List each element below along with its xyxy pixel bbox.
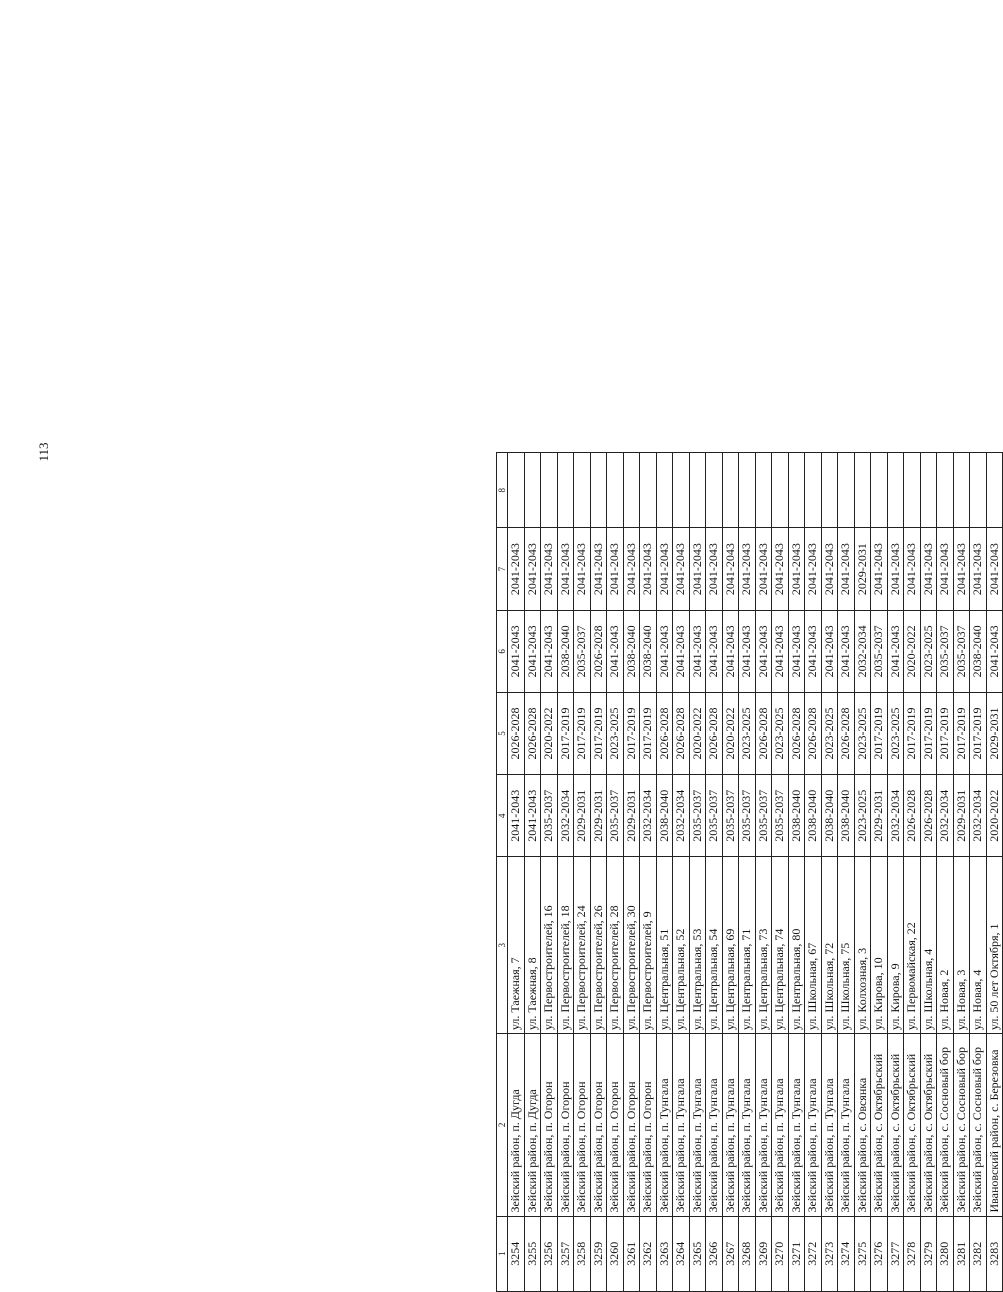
table-cell: 2032-2034 (854, 610, 871, 692)
table-cell: Зейский район, с. Октябрьский (871, 1034, 888, 1216)
table-cell: ул. Первостроителей, 30 (623, 857, 640, 1034)
table-cell: 2035-2037 (541, 775, 558, 857)
table-cell: 2041-2043 (887, 528, 904, 610)
table-cell: Зейский район, п. Огорон (541, 1034, 558, 1216)
table-row (937, 453, 954, 1292)
table-row (640, 453, 657, 1292)
table-row (904, 453, 921, 1292)
table-cell: 3257 (557, 1216, 574, 1291)
table-cell: 2041-2043 (755, 528, 772, 610)
table-cell (706, 453, 723, 529)
table-cell (838, 453, 855, 529)
table-cell: 2041-2043 (920, 528, 937, 610)
table-row (574, 453, 591, 1292)
table-cell: 2041-2043 (508, 528, 525, 610)
table-cell: 2026-2028 (656, 692, 673, 774)
table-cell: 2038-2040 (970, 610, 987, 692)
table-cell: 3281 (953, 1216, 970, 1291)
table-cell: 2035-2037 (937, 610, 954, 692)
table-cell: 2041-2043 (607, 528, 624, 610)
table-cell: Зейский район, п. Тунгала (706, 1034, 723, 1216)
table-cell: ул. Кирова, 9 (887, 857, 904, 1034)
table-cell (970, 453, 987, 529)
table-cell (656, 453, 673, 529)
table-cell: 2029-2031 (574, 775, 591, 857)
table-cell: 2038-2040 (640, 610, 657, 692)
table-cell: 3259 (590, 1216, 607, 1291)
table-cell: 2041-2043 (656, 528, 673, 610)
table-cell: 2035-2037 (574, 610, 591, 692)
table-cell (607, 453, 624, 529)
table-row (706, 453, 723, 1292)
table-cell: 3263 (656, 1216, 673, 1291)
table-cell (673, 453, 690, 529)
table-cell: 2029-2031 (623, 775, 640, 857)
table-cell: ул. Колхозная, 3 (854, 857, 871, 1034)
table-cell: 2041-2043 (508, 775, 525, 857)
table-cell: 3269 (755, 1216, 772, 1291)
table-cell: 2017-2019 (557, 692, 574, 774)
table-cell: 2023-2025 (607, 692, 624, 774)
table-cell: 2020-2022 (541, 692, 558, 774)
table-cell: 2017-2019 (970, 692, 987, 774)
table-row (689, 453, 706, 1292)
table-cell: Зейский район, с. Октябрьский (920, 1034, 937, 1216)
table-cell: ул. 50 лет Октября, 1 (986, 857, 1003, 1034)
table-row (970, 453, 987, 1292)
table-cell: Зейский район, п. Тунгала (755, 1034, 772, 1216)
header-cell: 2 (497, 1034, 508, 1216)
table-row (788, 453, 805, 1292)
table-cell: 3260 (607, 1216, 624, 1291)
table-cell (821, 453, 838, 529)
header-row (497, 453, 508, 1292)
table-cell: Зейский район, с. Сосновый бор (937, 1034, 954, 1216)
table-cell: 2026-2028 (838, 692, 855, 774)
table-cell: 2035-2037 (772, 775, 789, 857)
header-cell: 3 (497, 857, 508, 1034)
table-cell: 2023-2025 (854, 775, 871, 857)
table-cell (772, 453, 789, 529)
table-cell: 2041-2043 (788, 610, 805, 692)
table-cell (920, 453, 937, 529)
table-cell: Ивановский район, с. Березовка (986, 1034, 1003, 1216)
table-cell: Зейский район, п. Огорон (607, 1034, 624, 1216)
table-cell (623, 453, 640, 529)
table-cell: 2017-2019 (871, 692, 888, 774)
table-cell: Зейский район, п. Тунгала (689, 1034, 706, 1216)
table-row (524, 453, 541, 1292)
header-cell: 5 (497, 692, 508, 774)
table-row (623, 453, 640, 1292)
table-cell: Зейский район, п. Дугда (508, 1034, 525, 1216)
table-cell: 2017-2019 (937, 692, 954, 774)
table-cell: 2041-2043 (755, 610, 772, 692)
table-row (739, 453, 756, 1292)
table-row (887, 453, 904, 1292)
table-cell: 2041-2043 (986, 610, 1003, 692)
table-cell: 2041-2043 (706, 528, 723, 610)
table-cell: 2041-2043 (673, 528, 690, 610)
table-cell: Зейский район, п. Огорон (640, 1034, 657, 1216)
table-cell: ул. Центральная, 52 (673, 857, 690, 1034)
table-cell: ул. Центральная, 53 (689, 857, 706, 1034)
table-cell: 3266 (706, 1216, 723, 1291)
table-cell: 2041-2043 (607, 610, 624, 692)
table-cell: 2026-2028 (673, 692, 690, 774)
table-cell: 2023-2025 (821, 692, 838, 774)
table-cell: 2032-2034 (673, 775, 690, 857)
table-cell: 3258 (574, 1216, 591, 1291)
table-cell: 2026-2028 (508, 692, 525, 774)
header-cell: 6 (497, 610, 508, 692)
table-cell: 2041-2043 (689, 610, 706, 692)
table-cell: 2017-2019 (904, 692, 921, 774)
table-cell: Зейский район, п. Тунгала (805, 1034, 822, 1216)
table-cell (937, 453, 954, 529)
header-cell: 1 (497, 1216, 508, 1291)
table-row (854, 453, 871, 1292)
table-cell: 2041-2043 (524, 775, 541, 857)
table-row (541, 453, 558, 1292)
table-cell (574, 453, 591, 529)
table-cell: 2041-2043 (524, 610, 541, 692)
table-cell: 2041-2043 (739, 610, 756, 692)
table-row (755, 453, 772, 1292)
table-cell: 2029-2031 (953, 775, 970, 857)
table-cell: ул. Школьная, 75 (838, 857, 855, 1034)
table-cell: 2026-2028 (706, 692, 723, 774)
table-row (838, 453, 855, 1292)
table-cell (524, 453, 541, 529)
table-cell: 2026-2028 (920, 775, 937, 857)
table-cell: 2041-2043 (689, 528, 706, 610)
table-cell: 2041-2043 (706, 610, 723, 692)
table-cell: ул. Школьная, 4 (920, 857, 937, 1034)
table-cell: 2023-2025 (739, 692, 756, 774)
table-cell: 2032-2034 (937, 775, 954, 857)
table-cell: Зейский район, п. Огорон (557, 1034, 574, 1216)
table-cell: 2041-2043 (838, 528, 855, 610)
table-cell: 3273 (821, 1216, 838, 1291)
table-cell: 2020-2022 (722, 692, 739, 774)
table-cell: ул. Центральная, 54 (706, 857, 723, 1034)
table-row (673, 453, 690, 1292)
table-cell: 2035-2037 (739, 775, 756, 857)
table-cell: 3265 (689, 1216, 706, 1291)
table-row (920, 453, 937, 1292)
table-row (508, 453, 525, 1292)
table-cell: 2020-2022 (904, 610, 921, 692)
table-cell: ул. Первостроителей, 28 (607, 857, 624, 1034)
table-cell: Зейский район, п. Тунгала (788, 1034, 805, 1216)
table-cell: ул. Центральная, 71 (739, 857, 756, 1034)
table-cell: 2038-2040 (805, 775, 822, 857)
table-cell: Зейский район, п. Тунгала (739, 1034, 756, 1216)
table-row (722, 453, 739, 1292)
table-cell: ул. Первомайская, 22 (904, 857, 921, 1034)
table-cell: ул. Новая, 4 (970, 857, 987, 1034)
table-cell (590, 453, 607, 529)
table-cell: Зейский район, п. Тунгала (838, 1034, 855, 1216)
table-cell: 2023-2025 (854, 692, 871, 774)
table-row (772, 453, 789, 1292)
table-cell: 3279 (920, 1216, 937, 1291)
table-row (656, 453, 673, 1292)
table-cell: Зейский район, п. Огорон (574, 1034, 591, 1216)
table-cell: 2026-2028 (755, 692, 772, 774)
table-cell (854, 453, 871, 529)
table-cell: ул. Новая, 2 (937, 857, 954, 1034)
table-cell: 3277 (887, 1216, 904, 1291)
table-cell: 2032-2034 (640, 775, 657, 857)
table-cell: ул. Первостроителей, 18 (557, 857, 574, 1034)
table-cell: 2023-2025 (920, 610, 937, 692)
table-cell: ул. Первостроителей, 9 (640, 857, 657, 1034)
table-cell: 2029-2031 (986, 692, 1003, 774)
table-cell: 2041-2043 (640, 528, 657, 610)
table-cell: Зейский район, п. Тунгала (722, 1034, 739, 1216)
table-cell: ул. Кирова, 10 (871, 857, 888, 1034)
table-cell: 2041-2043 (574, 528, 591, 610)
table-cell: 2023-2025 (772, 692, 789, 774)
table-cell: ул. Первостроителей, 24 (574, 857, 591, 1034)
table-cell: 2041-2043 (805, 528, 822, 610)
table-cell: Зейский район, с. Октябрьский (887, 1034, 904, 1216)
table-cell: 2041-2043 (904, 528, 921, 610)
table-cell: 3280 (937, 1216, 954, 1291)
table-cell: ул. Первостроителей, 26 (590, 857, 607, 1034)
table-cell (871, 453, 888, 529)
table-cell: 3278 (904, 1216, 921, 1291)
table-cell: Зейский район, п. Тунгала (772, 1034, 789, 1216)
table-cell: 3282 (970, 1216, 987, 1291)
table-cell: 2041-2043 (821, 610, 838, 692)
table-cell: 2023-2025 (887, 692, 904, 774)
table-cell: 2035-2037 (607, 775, 624, 857)
table-cell (640, 453, 657, 529)
table-cell (986, 453, 1003, 529)
table-cell: 2041-2043 (970, 528, 987, 610)
table-cell: 2041-2043 (788, 528, 805, 610)
table-cell: 2032-2034 (887, 775, 904, 857)
header-cell: 7 (497, 528, 508, 610)
table-cell: ул. Таежная, 7 (508, 857, 525, 1034)
table-cell: 2038-2040 (656, 775, 673, 857)
table-cell: 2017-2019 (953, 692, 970, 774)
table-cell: 3255 (524, 1216, 541, 1291)
table-cell: ул. Центральная, 69 (722, 857, 739, 1034)
table-cell: 2041-2043 (623, 528, 640, 610)
table-cell: 2041-2043 (722, 610, 739, 692)
table-cell: 2041-2043 (656, 610, 673, 692)
table-cell: 3276 (871, 1216, 888, 1291)
table-cell: 2041-2043 (887, 610, 904, 692)
table-cell (887, 453, 904, 529)
table-row (986, 453, 1003, 1292)
table-cell: 2032-2034 (970, 775, 987, 857)
table-cell: Зейский район, п. Дугда (524, 1034, 541, 1216)
table-cell: 2041-2043 (739, 528, 756, 610)
table-cell (557, 453, 574, 529)
table-cell: 2041-2043 (871, 528, 888, 610)
table-cell: 2041-2043 (772, 610, 789, 692)
table-cell: ул. Школьная, 67 (805, 857, 822, 1034)
table-cell: 2035-2037 (706, 775, 723, 857)
table-cell: 2017-2019 (640, 692, 657, 774)
table-row (590, 453, 607, 1292)
table-cell: ул. Новая, 3 (953, 857, 970, 1034)
table-cell: 3261 (623, 1216, 640, 1291)
table-cell: ул. Центральная, 80 (788, 857, 805, 1034)
table-cell: 2017-2019 (574, 692, 591, 774)
table-cell: 2038-2040 (838, 775, 855, 857)
table-cell: ул. Центральная, 73 (755, 857, 772, 1034)
table-cell: 2041-2043 (805, 610, 822, 692)
table-cell: 2026-2028 (805, 692, 822, 774)
table-cell: Зейский район, с. Сосновый бор (970, 1034, 987, 1216)
table-cell: ул. Таежная, 8 (524, 857, 541, 1034)
table-cell: 2035-2037 (722, 775, 739, 857)
table-cell: 2035-2037 (953, 610, 970, 692)
table-cell: 2038-2040 (557, 610, 574, 692)
table-cell: 2017-2019 (920, 692, 937, 774)
table-cell (689, 453, 706, 529)
table-cell: 2041-2043 (508, 610, 525, 692)
table-cell: ул. Школьная, 72 (821, 857, 838, 1034)
table-cell (805, 453, 822, 529)
table-cell (541, 453, 558, 529)
table-cell: Зейский район, п. Тунгала (673, 1034, 690, 1216)
table-cell: 2020-2022 (689, 692, 706, 774)
table-cell (739, 453, 756, 529)
table-row (821, 453, 838, 1292)
table-cell (755, 453, 772, 529)
table-cell: 2026-2028 (788, 692, 805, 774)
table-cell: 2041-2043 (838, 610, 855, 692)
table-cell: 3271 (788, 1216, 805, 1291)
table-cell: 2041-2043 (937, 528, 954, 610)
table-cell: 2041-2043 (986, 528, 1003, 610)
table-cell: Зейский район, п. Огорон (590, 1034, 607, 1216)
table-cell: 2029-2031 (871, 775, 888, 857)
table-cell: Зейский район, с. Сосновый бор (953, 1034, 970, 1216)
table-cell: 2029-2031 (854, 528, 871, 610)
table-cell: 3272 (805, 1216, 822, 1291)
table-cell: 2041-2043 (590, 528, 607, 610)
table-cell: 3274 (838, 1216, 855, 1291)
table-cell: 2041-2043 (541, 528, 558, 610)
table-cell: 3267 (722, 1216, 739, 1291)
table-cell: 2035-2037 (871, 610, 888, 692)
table-cell: 3264 (673, 1216, 690, 1291)
header-cell: 4 (497, 775, 508, 857)
table-cell: Зейский район, п. Огорон (623, 1034, 640, 1216)
table-cell: 2041-2043 (541, 610, 558, 692)
table-cell: ул. Центральная, 51 (656, 857, 673, 1034)
page-number: 113 (36, 442, 51, 462)
table-cell: 2035-2037 (689, 775, 706, 857)
table-cell: 2038-2040 (821, 775, 838, 857)
table-cell: 2035-2037 (755, 775, 772, 857)
table-cell (722, 453, 739, 529)
table-cell: 2041-2043 (557, 528, 574, 610)
table-cell: Зейский район, с. Октябрьский (904, 1034, 921, 1216)
table-cell: 3268 (739, 1216, 756, 1291)
table-cell: 2041-2043 (524, 528, 541, 610)
table-cell: 2041-2043 (722, 528, 739, 610)
table-cell: 2026-2028 (524, 692, 541, 774)
table-cell: ул. Первостроителей, 16 (541, 857, 558, 1034)
table-cell: 3270 (772, 1216, 789, 1291)
table-row (805, 453, 822, 1292)
table-cell: 3275 (854, 1216, 871, 1291)
table-cell (953, 453, 970, 529)
table-cell: 2017-2019 (623, 692, 640, 774)
table-cell: 2026-2028 (590, 610, 607, 692)
table-cell: 2017-2019 (590, 692, 607, 774)
table-cell: 3256 (541, 1216, 558, 1291)
table-cell (788, 453, 805, 529)
table-cell: 3254 (508, 1216, 525, 1291)
table-cell: 2041-2043 (953, 528, 970, 610)
table-cell: 2041-2043 (673, 610, 690, 692)
table-cell: Зейский район, п. Тунгала (821, 1034, 838, 1216)
table-cell: Зейский район, п. Тунгала (656, 1034, 673, 1216)
table-cell: 2041-2043 (821, 528, 838, 610)
table-cell: 2038-2040 (623, 610, 640, 692)
table-cell: 2026-2028 (904, 775, 921, 857)
table-cell (904, 453, 921, 529)
table-cell: ул. Центральная, 74 (772, 857, 789, 1034)
header-cell: 8 (497, 453, 508, 529)
schedule-table (496, 452, 1003, 1292)
table-cell: 2038-2040 (788, 775, 805, 857)
table-cell: 2020-2022 (986, 775, 1003, 857)
table-row (607, 453, 624, 1292)
table-cell: 2041-2043 (772, 528, 789, 610)
table-cell: 3283 (986, 1216, 1003, 1291)
table-cell: Зейский район, с. Овсянка (854, 1034, 871, 1216)
table-cell: 2032-2034 (557, 775, 574, 857)
table-row (953, 453, 970, 1292)
table-row (557, 453, 574, 1292)
table-cell: 2029-2031 (590, 775, 607, 857)
table-cell: 3262 (640, 1216, 657, 1291)
table-row (871, 453, 888, 1292)
table-cell (508, 453, 525, 529)
